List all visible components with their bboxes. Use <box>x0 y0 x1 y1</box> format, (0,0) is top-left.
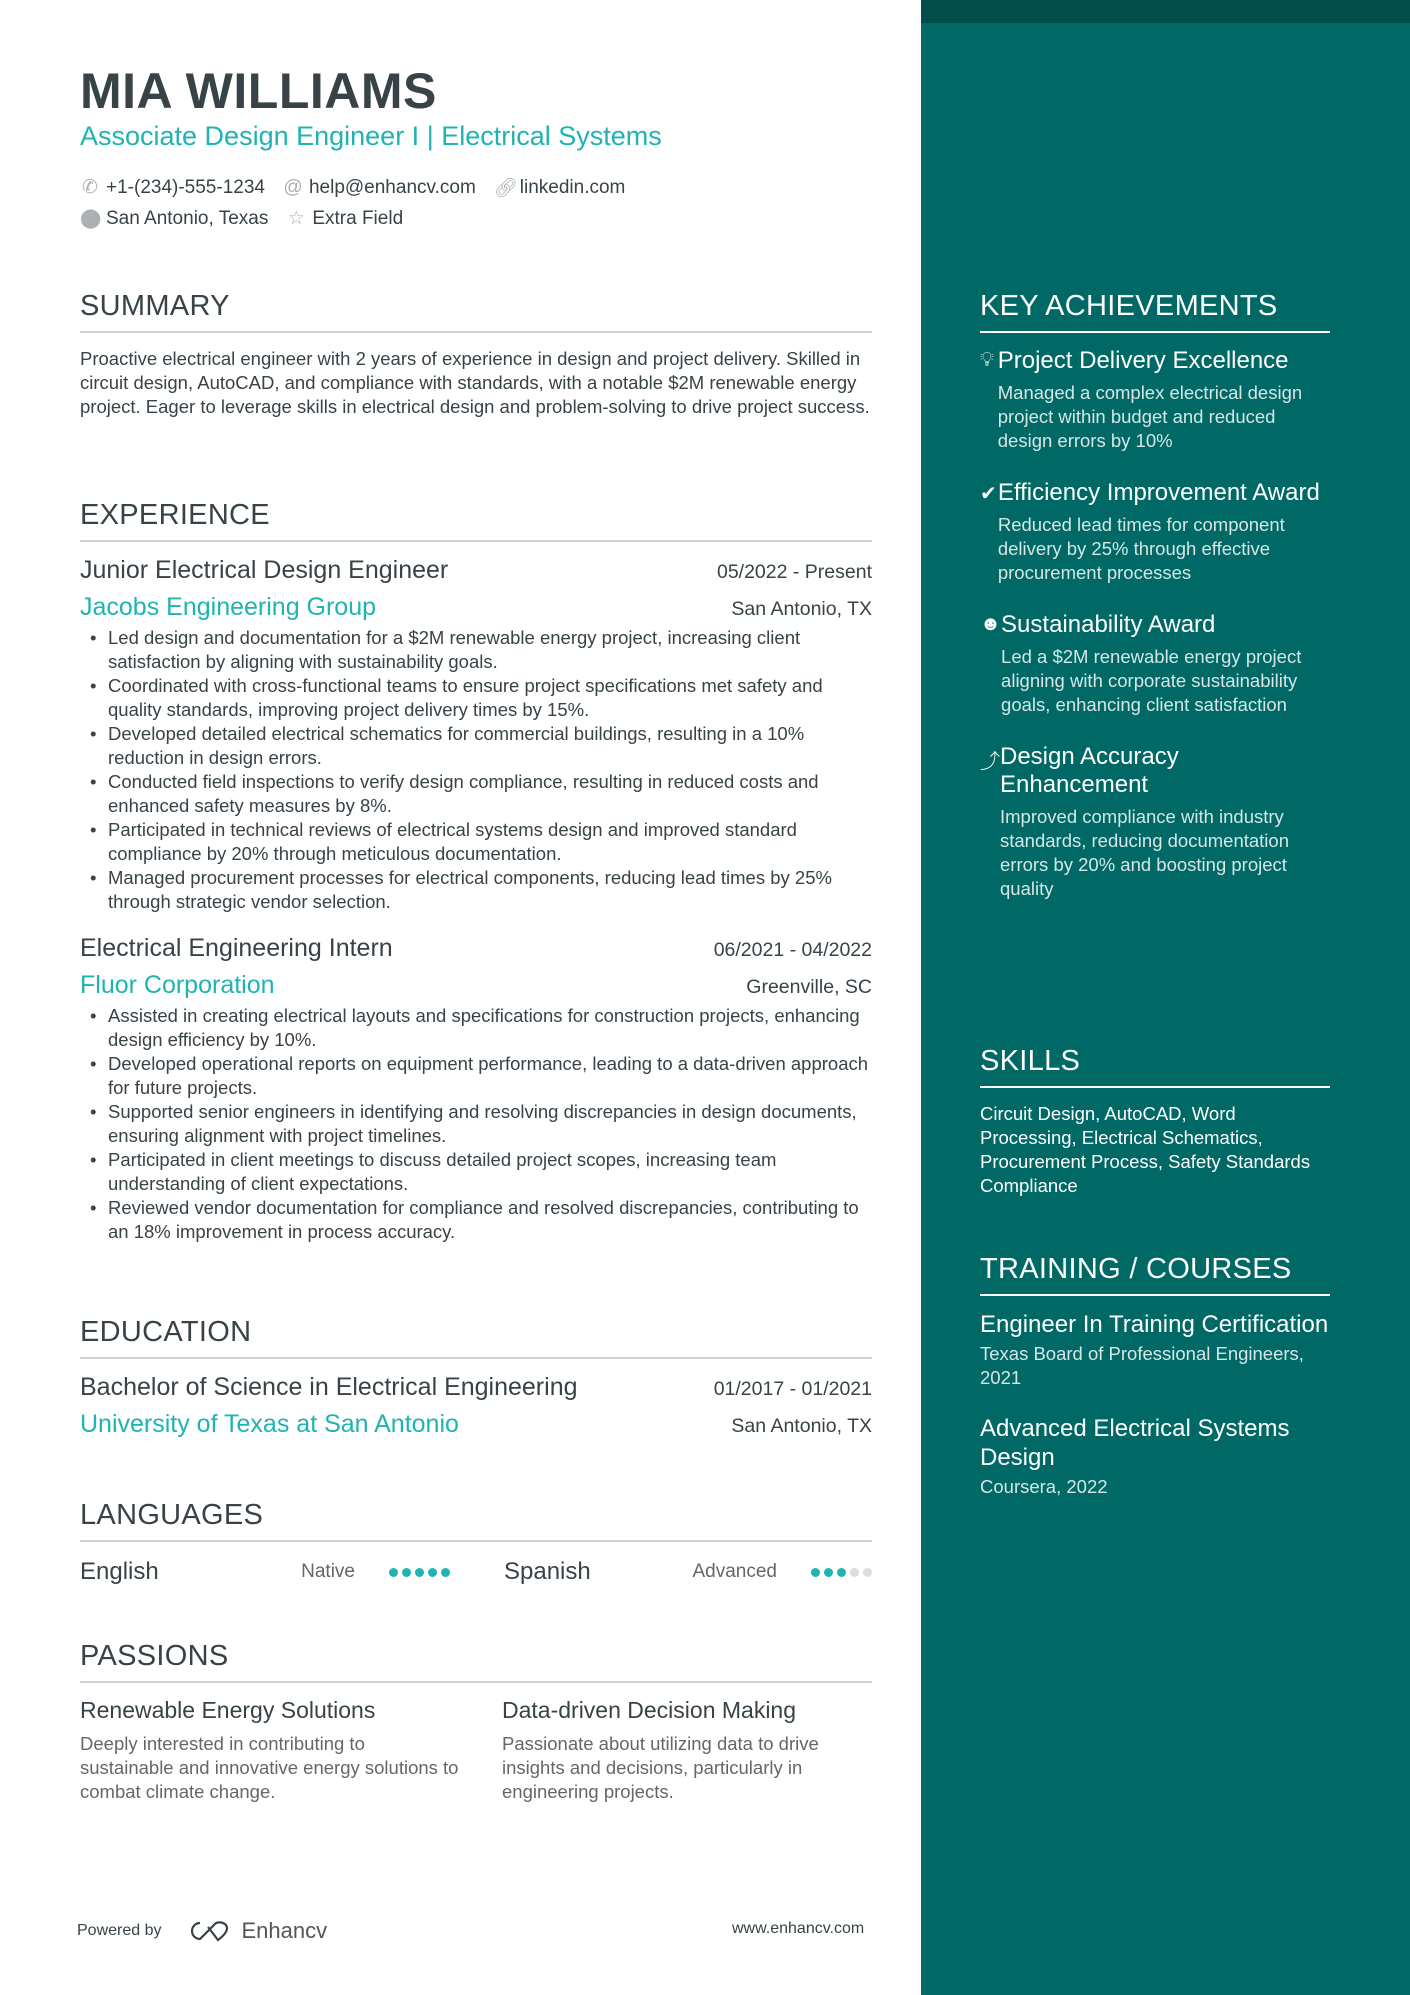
section-heading: EXPERIENCE <box>80 499 872 542</box>
course-title: Advanced Electrical Systems Design <box>980 1415 1290 1471</box>
achievement-item <box>980 611 1330 717</box>
job-location: San Antonio, TX <box>731 598 872 620</box>
language-rating <box>811 1568 872 1577</box>
company-name: Jacobs Engineering Group <box>80 593 377 621</box>
training-section <box>980 1253 1330 1523</box>
rating-dot-empty <box>863 1568 872 1577</box>
achievement-desc: Managed a complex electrical design project within budget and reduced design errors by 10% <box>997 382 1303 451</box>
location-pin-icon: ⬤ <box>80 208 102 229</box>
section-heading: SUMMARY <box>80 290 872 333</box>
language-level: Advanced <box>692 1561 777 1582</box>
education-dates: 01/2017 - 01/2021 <box>713 1378 872 1400</box>
achievement-title: Design Accuracy Enhancement <box>1000 743 1179 798</box>
skills-section <box>980 1045 1330 1198</box>
achievement-item <box>980 479 1330 585</box>
bullet: • Conducted field inspections to verify design compliance, resulting in reduced costs and enhanced safety measures by 8%. <box>80 770 872 818</box>
experience-section <box>80 499 872 1244</box>
education-section <box>80 1316 872 1439</box>
degree: Bachelor of Science in Electrical Engineering <box>80 1373 578 1401</box>
job-entry <box>80 934 872 1244</box>
bullet: • Developed operational reports on equipment performance, leading to a data-driven approach for future projects. <box>80 1052 872 1100</box>
bullet: • Supported senior engineers in identifying and resolving discrepancies in design documents, ensuring alignment with project timelines. <box>80 1100 872 1148</box>
brand-name: Enhancv <box>241 1918 328 1943</box>
at-icon: @ <box>283 176 303 198</box>
passion-desc: Deeply interested in contributing to sustainable and innovative energy solutions to combat climate change. <box>80 1733 459 1802</box>
rating-dot-filled <box>837 1568 846 1577</box>
location: San Antonio, Texas <box>106 207 269 229</box>
passion-item <box>80 1697 462 1804</box>
passion-title: Data-driven Decision Making <box>502 1697 797 1723</box>
achievement-item <box>980 347 1330 453</box>
bullet: • Coordinated with cross-functional teams to ensure project specifications met safety and quality standards, improving project delivery times by 15%. <box>80 674 872 722</box>
section-heading: SKILLS <box>980 1045 1330 1088</box>
candidate-name: MIA WILLIAMS <box>80 63 437 119</box>
language-name: English <box>80 1558 159 1585</box>
achievement-desc: Improved compliance with industry standards, reducing documentation errors by 20% and boosting project quality <box>1000 806 1289 899</box>
bullet: • Participated in technical reviews of electrical systems design and improved standard compliance by 20% through meticulous documentation. <box>80 818 872 866</box>
language-rating <box>389 1568 450 1577</box>
achievement-desc: Reduced lead times for component delivery by 25% through effective procurement processes <box>997 514 1285 583</box>
passion-item <box>502 1697 872 1804</box>
link-icon: 🔗︎ <box>493 177 518 199</box>
linkedin-link[interactable]: linkedin.com <box>519 176 626 198</box>
course-provider: Coursera, 2022 <box>980 1476 1108 1497</box>
route-icon: ⤴ <box>980 751 1000 773</box>
bullet: • Managed procurement processes for electrical components, reducing lead times by 25% through strategic vendor selection. <box>80 866 872 914</box>
rating-dot-filled <box>415 1568 424 1577</box>
company-name: Fluor Corporation <box>80 971 275 999</box>
star-icon: ☆ <box>287 208 305 229</box>
job-entry <box>80 556 872 914</box>
section-heading: KEY ACHIEVEMENTS <box>980 290 1330 333</box>
job-dates: 05/2022 - Present <box>716 561 872 583</box>
footer-url[interactable]: www.enhancv.com <box>732 1920 865 1937</box>
rating-dot-filled <box>811 1568 820 1577</box>
rating-dot-filled <box>441 1568 450 1577</box>
bullet: • Assisted in creating electrical layouts and specifications for construction projects, enhancing design efficiency by 10%. <box>80 1004 872 1052</box>
rating-dot-empty <box>850 1568 859 1577</box>
skills-text: Circuit Design, AutoCAD, Word Processing, Electrical Schematics, Procurement Process, Safety Standards Compliance <box>980 1103 1311 1196</box>
job-dates: 06/2021 - 04/2022 <box>713 939 872 961</box>
course-title: Engineer In Training Certification <box>980 1311 1329 1338</box>
achievement-desc: Led a $2M renewable energy project aligning with corporate sustainability goals, enhancing client satisfaction <box>1001 646 1302 715</box>
rating-dot-filled <box>389 1568 398 1577</box>
footer-branding <box>77 1918 327 1944</box>
passions-section <box>80 1640 872 1804</box>
summary-section <box>80 290 872 419</box>
achievement-title: Project Delivery Excellence <box>997 347 1289 374</box>
course-provider: Texas Board of Professional Engineers, 2021 <box>980 1343 1304 1388</box>
phone: +1-(234)-555-1234 <box>106 176 265 198</box>
language-name: Spanish <box>504 1558 591 1585</box>
language-item <box>504 1556 872 1588</box>
sidebar-top-band <box>921 0 1410 23</box>
achievement-title: Efficiency Improvement Award <box>997 479 1320 506</box>
job-location: Greenville, SC <box>746 976 872 998</box>
candidate-title: Associate Design Engineer I | Electrical Systems <box>80 121 662 151</box>
bullet: • Led design and documentation for a $2M renewable energy project, increasing client satisfaction by aligning with sustainability goals. <box>80 626 872 674</box>
achievement-title: Sustainability Award <box>1001 611 1216 638</box>
section-heading: EDUCATION <box>80 1316 872 1359</box>
bullet: • Reviewed vendor documentation for compliance and resolved discrepancies, contributing to an 18% improvement in process accuracy. <box>80 1196 872 1244</box>
job-title: Electrical Engineering Intern <box>80 934 393 962</box>
checkmark-icon: ✔ <box>980 483 997 505</box>
email[interactable]: help@enhancv.com <box>308 176 476 198</box>
rating-dot-filled <box>824 1568 833 1577</box>
phone-icon: ✆ <box>82 177 98 198</box>
languages-section <box>80 1499 872 1588</box>
bullet: • Participated in client meetings to discuss detailed project scopes, increasing team understanding of client expectations. <box>80 1148 872 1196</box>
passion-title: Renewable Energy Solutions <box>80 1697 376 1723</box>
achievement-item <box>980 743 1330 901</box>
section-heading: TRAINING / COURSES <box>980 1253 1330 1296</box>
language-level: Native <box>301 1561 355 1582</box>
section-heading: PASSIONS <box>80 1640 872 1683</box>
rating-dot-filled <box>428 1568 437 1577</box>
section-heading: LANGUAGES <box>80 1499 872 1542</box>
extra-field: Extra Field <box>312 207 404 229</box>
school-name: University of Texas at San Antonio <box>80 1410 459 1438</box>
job-title: Junior Electrical Design Engineer <box>80 556 449 584</box>
powered-by: Powered by <box>77 1922 162 1939</box>
rating-dot-filled <box>402 1568 411 1577</box>
head-icon: ☻ <box>980 613 1002 635</box>
contact-info <box>80 172 625 234</box>
bullet: • Developed detailed electrical schematics for commercial buildings, resulting in a 10% reduction in design errors. <box>80 722 872 770</box>
school-location: San Antonio, TX <box>731 1415 872 1437</box>
achievements-section <box>980 290 1330 927</box>
summary-text: Proactive electrical engineer with 2 years of experience in design and project delivery. Skilled in circuit design, AutoCAD, and compliance with standards, with a notable $2M renewable energy project. Eager to leverage skills in electrical design and problem-solving to drive project success. <box>80 348 870 417</box>
language-item <box>80 1556 450 1588</box>
passion-desc: Passionate about utilizing data to drive insights and decisions, particularly in engineering projects. <box>502 1733 819 1802</box>
enhancv-logo-icon <box>186 1919 232 1943</box>
lightbulb-icon: 💡︎ <box>980 349 994 371</box>
